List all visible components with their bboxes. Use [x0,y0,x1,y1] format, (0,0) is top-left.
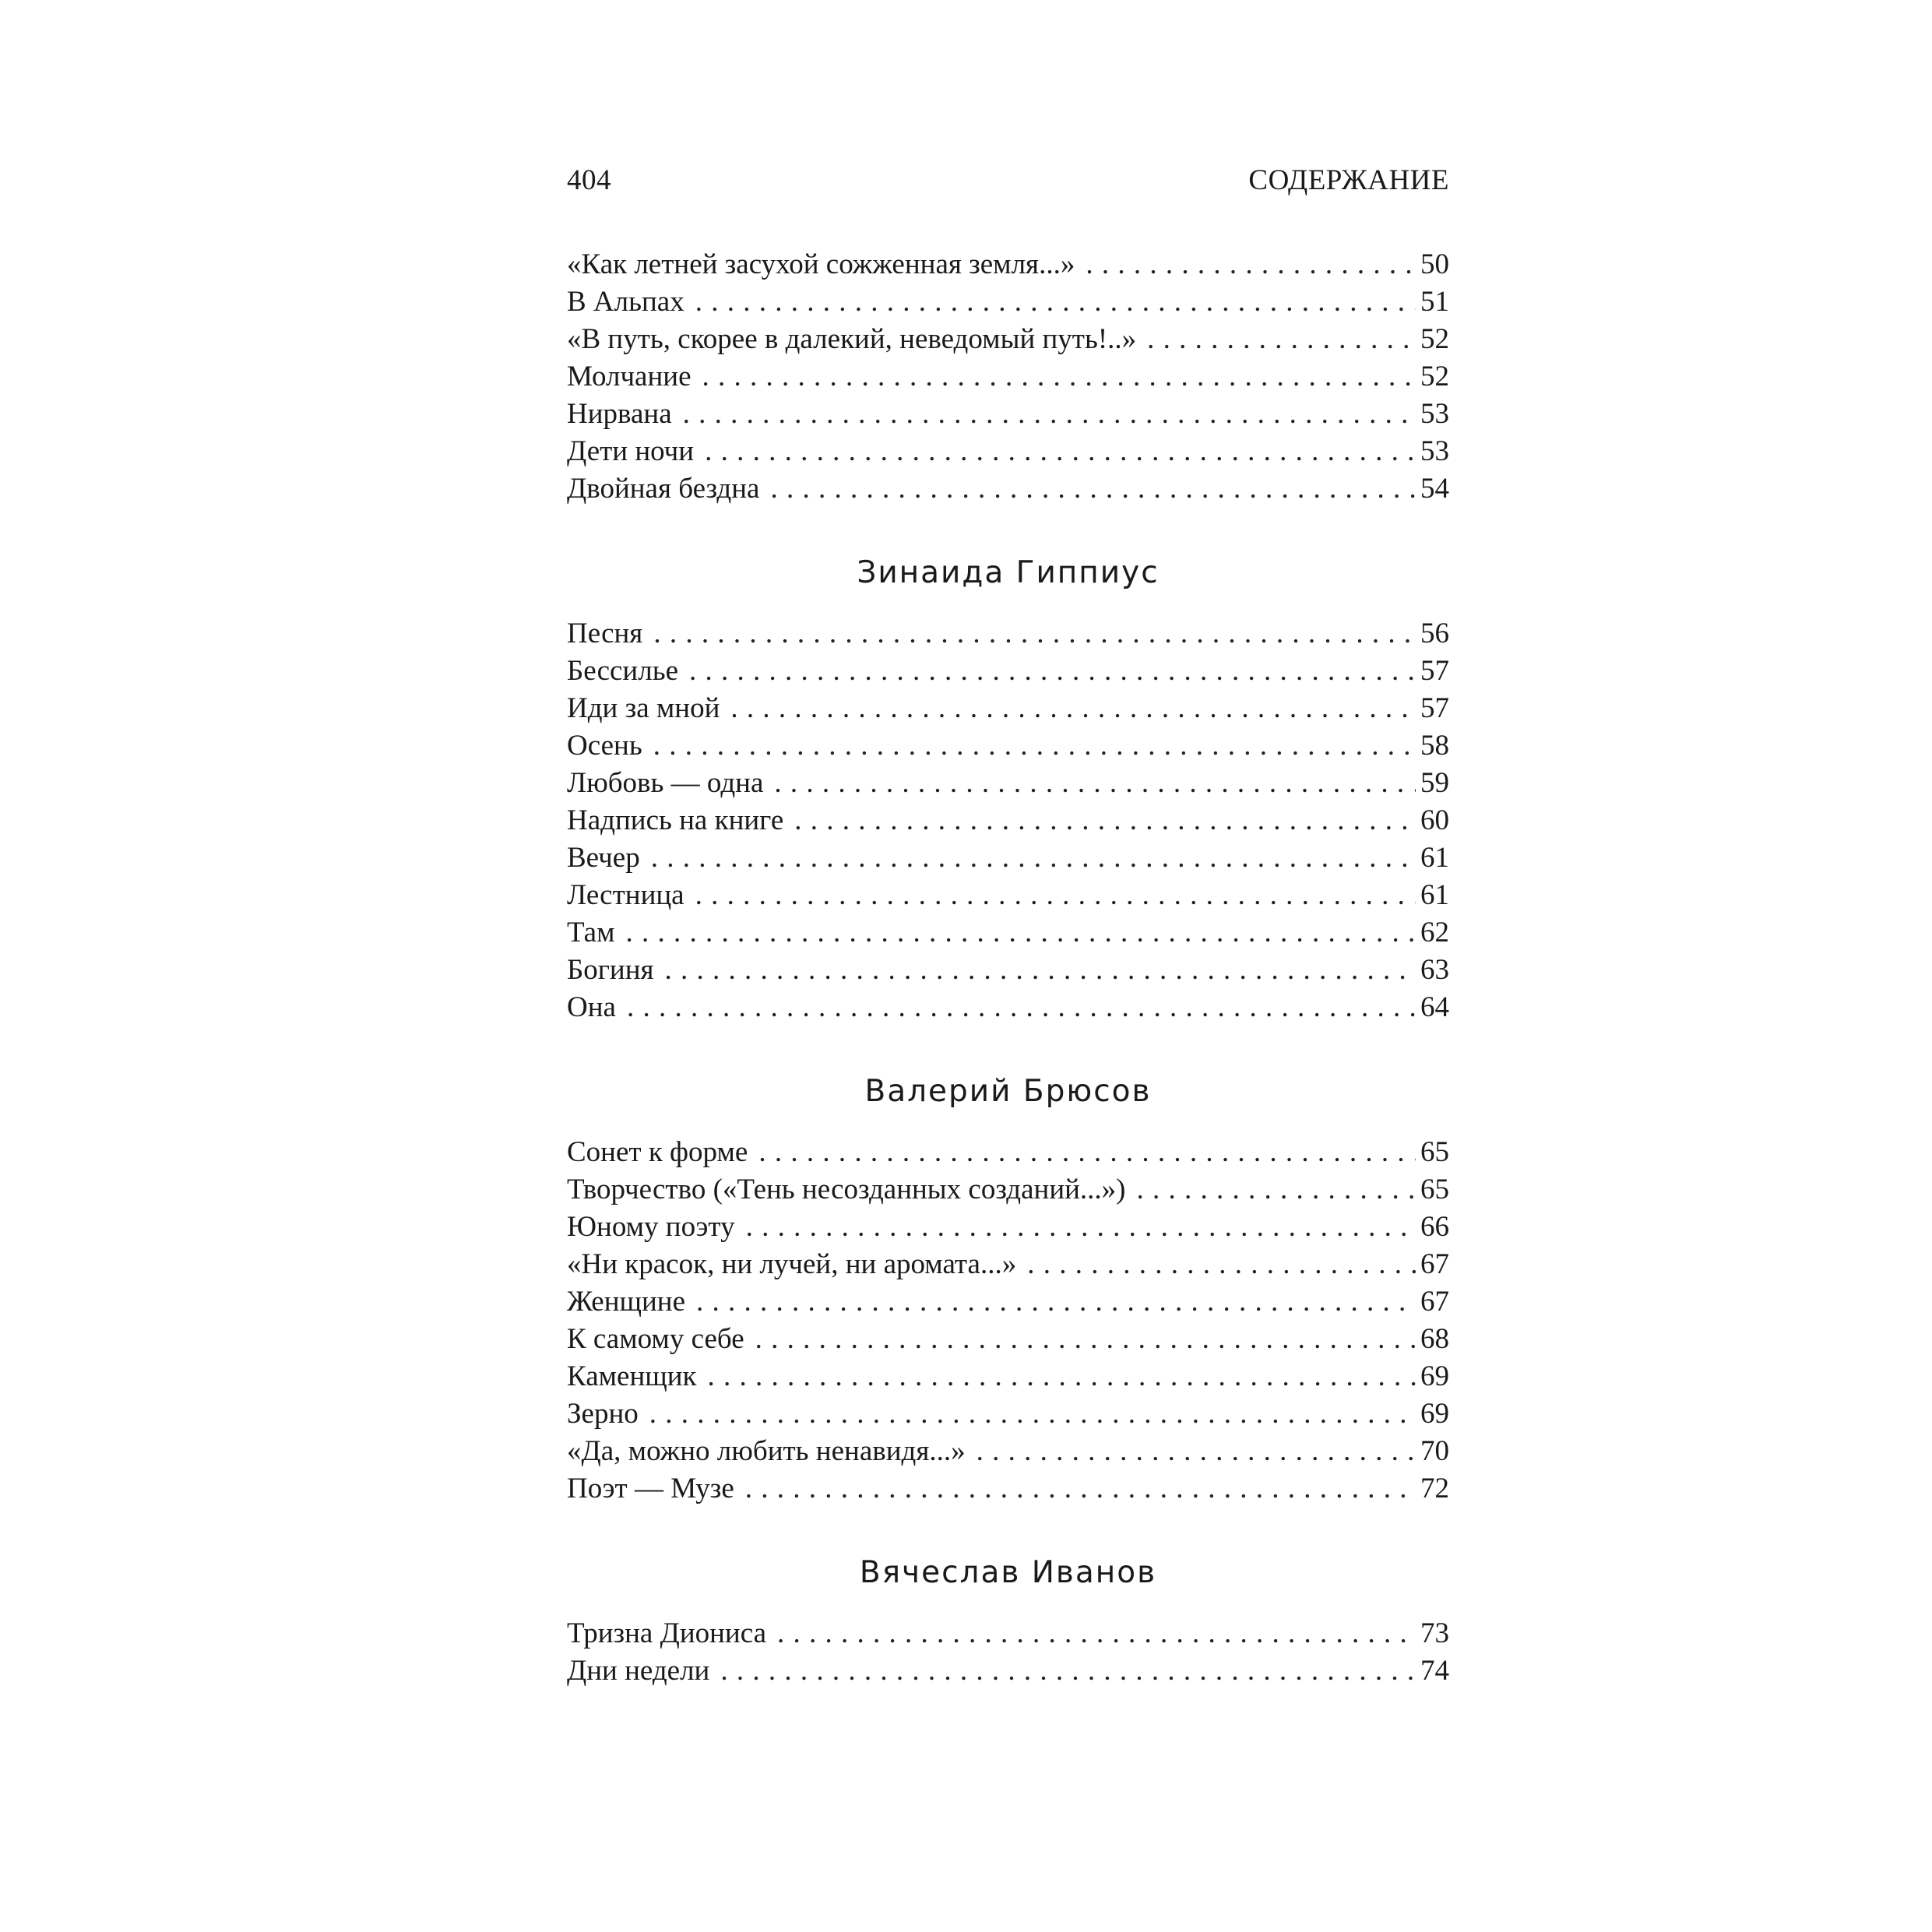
entry-page-number: 69 [1420,1398,1449,1430]
toc-entry [567,470,1449,508]
entry-page-number: 62 [1420,917,1449,948]
toc-entry [567,283,1449,321]
dot-leader [758,1134,1416,1171]
dot-leader [705,433,1416,470]
dot-leader [651,839,1416,877]
dot-leader [746,1209,1416,1246]
toc-entry [567,952,1449,989]
entry-title: Двойная бездна [567,473,760,505]
entry-page-number: 63 [1420,954,1449,986]
toc-entry [567,433,1449,470]
dot-leader [689,653,1416,690]
dot-leader [708,1358,1416,1395]
entry-title: Женщине [567,1286,686,1318]
toc-entry [567,615,1449,653]
entry-title: Молчание [567,361,692,392]
toc-entry [567,1209,1449,1246]
toc-entry [567,246,1449,283]
dot-leader [774,765,1416,802]
entry-title: Иди за мной [567,692,720,724]
toc-page [567,164,1449,1690]
dot-leader [665,952,1416,989]
toc-entry [567,1395,1449,1433]
entry-title: Нирвана [567,398,672,430]
entry-page-number: 57 [1420,655,1449,687]
dot-leader [653,615,1416,653]
entry-title: Лестница [567,879,684,911]
entry-title: Дни недели [567,1655,710,1687]
toc-section [567,246,1449,508]
entry-title: Тризна Диониса [567,1617,767,1649]
dot-leader [720,1652,1416,1690]
entry-page-number: 56 [1420,618,1449,649]
toc-entry [567,877,1449,914]
entry-page-number: 54 [1420,473,1449,505]
entry-title: «В путь, скорее в далекий, неведомый путь!..» [567,323,1137,355]
entry-title: Дети ночи [567,435,695,467]
dot-leader [1147,321,1416,358]
toc-entry [567,989,1449,1026]
running-title: СОДЕРЖАНИЕ [1248,164,1449,196]
running-head [567,164,1449,207]
entry-page-number: 74 [1420,1655,1449,1687]
entry-page-number: 65 [1420,1174,1449,1205]
entry-page-number: 52 [1420,323,1449,355]
entry-title: Она [567,991,616,1023]
entry-page-number: 53 [1420,435,1449,467]
entry-title: В Альпах [567,286,684,318]
toc-entry [567,914,1449,952]
entry-page-number: 72 [1420,1473,1449,1504]
dot-leader [695,877,1416,914]
entry-page-number: 68 [1420,1323,1449,1355]
entry-title: Там [567,917,615,948]
entry-page-number: 67 [1420,1286,1449,1318]
entry-title: К самому себе [567,1323,744,1355]
entry-title: Песня [567,618,643,649]
entry-page-number: 64 [1420,991,1449,1023]
entry-page-number: 61 [1420,879,1449,911]
entry-page-number: 69 [1420,1360,1449,1392]
toc-entry [567,358,1449,396]
author-heading: Вячеслав Иванов [859,1555,1157,1590]
entry-title: Надпись на книге [567,804,784,836]
entry-title: Творчество («Тень несозданных созданий...») [567,1174,1126,1205]
dot-leader [1137,1171,1416,1209]
dot-leader [794,802,1416,839]
dot-leader [695,283,1416,321]
entry-title: Бессилье [567,655,678,687]
toc-entry [567,839,1449,877]
entry-page-number: 60 [1420,804,1449,836]
dot-leader [770,470,1416,508]
entry-title: «Как летней засухой сожженная земля...» [567,248,1075,280]
page-number: 404 [567,164,611,196]
entry-page-number: 52 [1420,361,1449,392]
entry-page-number: 66 [1420,1211,1449,1243]
author-heading: Зинаида Гиппиус [857,555,1160,590]
entry-title: Сонет к форме [567,1136,748,1168]
dot-leader [1086,246,1416,283]
entry-page-number: 73 [1420,1617,1449,1649]
entry-page-number: 70 [1420,1435,1449,1467]
dot-leader [777,1615,1416,1652]
entry-page-number: 61 [1420,842,1449,874]
toc-entry [567,1321,1449,1358]
entry-page-number: 65 [1420,1136,1449,1168]
toc-entry [567,1652,1449,1690]
entry-title: «Ни красок, ни лучей, ни аромата...» [567,1248,1017,1280]
toc-entry [567,653,1449,690]
entry-title: «Да, можно любить ненавидя...» [567,1435,966,1467]
toc-entry [567,1171,1449,1209]
dot-leader [649,1395,1416,1433]
dot-leader [683,396,1416,433]
toc-entry [567,321,1449,358]
toc-entry [567,1134,1449,1171]
dot-leader [696,1283,1416,1321]
dot-leader [626,914,1416,952]
entry-title: Зерно [567,1398,639,1430]
toc-entry [567,1283,1449,1321]
entry-page-number: 59 [1420,767,1449,799]
dot-leader [1027,1246,1416,1283]
entry-page-number: 53 [1420,398,1449,430]
dot-leader [730,690,1416,727]
toc-entry [567,396,1449,433]
dot-leader [627,989,1416,1026]
toc-entry [567,802,1449,839]
entry-title: Богиня [567,954,654,986]
entry-page-number: 57 [1420,692,1449,724]
toc-entry [567,1615,1449,1652]
entry-page-number: 50 [1420,248,1449,280]
toc-entry [567,765,1449,802]
entry-title: Вечер [567,842,640,874]
entry-title: Юному поэту [567,1211,735,1243]
toc-entry [567,690,1449,727]
dot-leader [653,727,1416,765]
dot-leader [755,1321,1416,1358]
toc-entry [567,1433,1449,1470]
dot-leader [702,358,1416,396]
toc-entry [567,1470,1449,1508]
entry-title: Осень [567,730,642,762]
toc-section [567,554,1449,1026]
toc-entry [567,1246,1449,1283]
table-of-contents [567,246,1449,1690]
author-heading: Валерий Брюсов [864,1074,1152,1109]
entry-page-number: 51 [1420,286,1449,318]
toc-section [567,1554,1449,1690]
entry-page-number: 67 [1420,1248,1449,1280]
toc-entry [567,1358,1449,1395]
entry-title: Поэт — Музе [567,1473,734,1504]
entry-title: Каменщик [567,1360,697,1392]
dot-leader [977,1433,1416,1470]
dot-leader [745,1470,1416,1508]
entry-page-number: 58 [1420,730,1449,762]
toc-section [567,1073,1449,1508]
entry-title: Любовь — одна [567,767,764,799]
toc-entry [567,727,1449,765]
